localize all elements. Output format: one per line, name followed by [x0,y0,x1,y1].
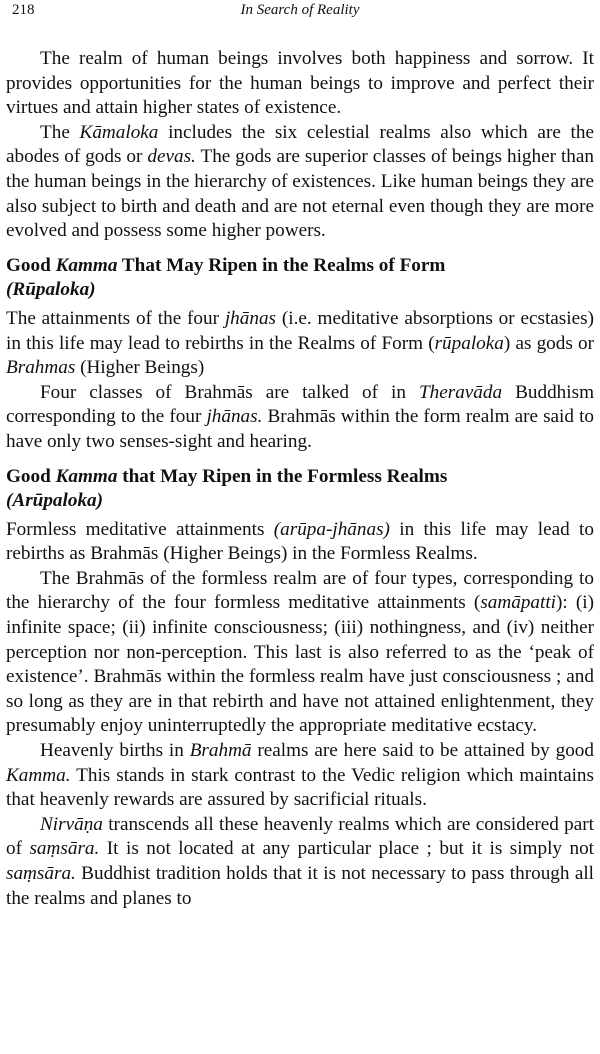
paragraph-formless-brahmas: The Brahmās of the formless realm are of four types, corresponding to the hierarchy of the four formless meditative attainments (samāpatti): (i) infinite space; (ii) infinite consciousness; (iii) nothingness, and (iv) neither perception nor non-perception. This last is also referred to as the ‘peak of existence’. Brahmās within the formless realm have just consciousness ; and so long as they are in that rebirth and have not attained enlightenment, they presumably enjoy uninterruptedly the appropriate meditative ecstacy. [6,567,594,737]
page-number: 218 [12,2,35,18]
section-heading-rupaloka: Good Kamma That May Ripen in the Realms of Form (Rūpaloka) [6,254,446,301]
section-heading-arupaloka: Good Kamma that May Ripen in the Formless Realms (Arūpaloka) [6,465,448,512]
paragraph-nirvana: Nirvāṇa transcends all these heavenly realms which are considered part of saṃsāra. It is not located at any particular place ; but it is simply not saṃsāra. Buddhist tradition holds that it is not necessary to pass through all the realms and planes to [6,813,594,909]
paragraph-kamaloka: The Kāmaloka includes the six celestial realms also which are the abodes of gods or devas. The gods are superior classes of beings higher than the human beings in the hierarchy of existences. Like human beings they are also subject to birth and death and are not eternal even though they are more evolved and possess some higher powers. [6,121,594,242]
paragraph-human-realm: The realm of human beings involves both happiness and sorrow. It provides opportunities for the human beings to improve and perfect their virtues and attain higher states of existence. [6,48,594,119]
page-header [6,0,594,28]
paragraph-heavenly-births: Heavenly births in Brahmā realms are here said to be attained by good Kamma. This stands in stark contrast to the Vedic religion which maintains that heavenly rewards are assured by sacrificial rituals. [6,740,594,811]
paragraph-jhanas: The attainments of the four jhānas (i.e. meditative absorptions or ecstasies) in this life may lead to rebirths in the Realms of Form (rūpaloka) as gods or Brahmas (Higher Beings) [6,307,594,379]
paragraph-four-brahmas: Four classes of Brahmās are talked of in Theravāda Buddhism corresponding to the four jhānas. Brahmās within the form realm are said to have only two senses-sight and hearing. [6,381,594,452]
paragraph-formless-attainments: Formless meditative attainments (arūpa-jhānas) in this life may lead to rebirths as Brahmās (Higher Beings) in the Formless Realms. [6,518,594,565]
running-title: In Search of Reality [240,2,360,18]
